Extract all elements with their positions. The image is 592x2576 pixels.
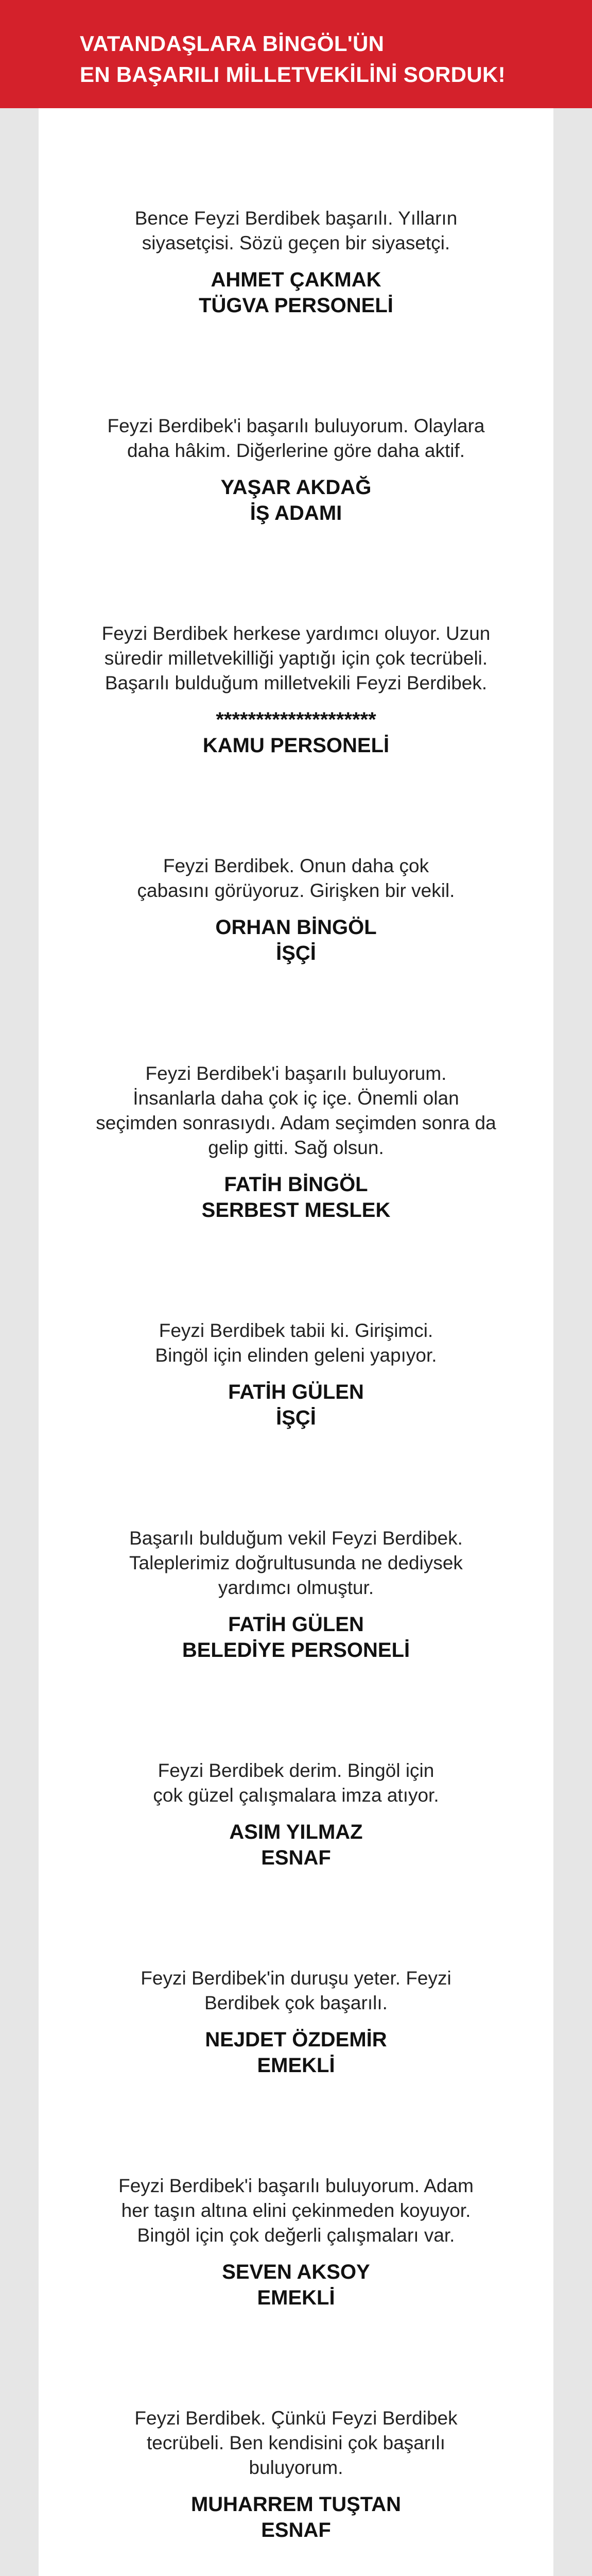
respondent-occupation: İŞ ADAMI: [250, 502, 342, 524]
quote-line: süredir milletvekilliği yaptığı için çok tecrübeli.: [104, 648, 488, 669]
entry-quote: [39, 2406, 553, 2480]
entry-quote: [39, 1318, 553, 1368]
interview-entry: [39, 1526, 553, 1663]
entry-quote: [39, 1758, 553, 1808]
quote-line: Feyzi Berdibek tabii ki. Girişimci.: [159, 1320, 433, 1341]
respondent-name: FATİH GÜLEN: [228, 1381, 364, 1403]
quote-line: gelip gitti. Sağ olsun.: [208, 1137, 384, 1158]
interview-entry: [39, 1061, 553, 1223]
quote-line: Başarılı bulduğum milletvekili Feyzi Berdibek.: [105, 672, 487, 693]
header-title-line-2: EN BAŞARILI MİLLETVEKİLİNİ SORDUK!: [80, 62, 506, 87]
quote-line: İnsanlarla daha çok iç içe. Önemli olan: [133, 1088, 459, 1109]
quote-line: tecrübeli. Ben kendisini çok başarılı: [147, 2432, 445, 2453]
quote-line: Bingöl için elinden geleni yapıyor.: [155, 1345, 437, 1366]
quote-line: siyasetçisi. Sözü geçen bir siyasetçi.: [142, 232, 450, 253]
quote-line: Feyzi Berdibek'i başarılı buluyorum.: [145, 1063, 447, 1084]
header-title-line-1: VATANDAŞLARA BİNGÖL'ÜN: [80, 31, 385, 56]
entry-quote: [39, 1061, 553, 1160]
entry-quote: [39, 2174, 553, 2248]
quote-line: Bingöl için çok değerli çalışmaları var.: [137, 2225, 455, 2246]
quote-line: Feyzi Berdibek'i başarılı buluyorum. Adam: [118, 2175, 474, 2196]
quote-line: buluyorum.: [249, 2457, 343, 2478]
quote-line: Feyzi Berdibek derim. Bingöl için: [158, 1760, 434, 1781]
quote-line: Feyzi Berdibek'in duruşu yeter. Feyzi: [141, 1968, 451, 1989]
entry-quote: [39, 206, 553, 256]
respondent-occupation: SERBEST MESLEK: [201, 1199, 391, 1222]
interview-entry: [39, 621, 553, 758]
entry-quote: [39, 414, 553, 463]
interview-entry: [39, 1966, 553, 2078]
interview-entry: [39, 854, 553, 966]
respondent-occupation: BELEDİYE PERSONELİ: [182, 1639, 410, 1662]
quote-line: Taleplerimiz doğrultusunda ne dediysek: [129, 1552, 463, 1573]
quote-line: Feyzi Berdibek. Çünkü Feyzi Berdibek: [134, 2408, 458, 2429]
respondent-occupation: EMEKLİ: [257, 2286, 335, 2309]
quote-line: çok güzel çalışmalara imza atıyor.: [153, 1785, 439, 1806]
quote-line: Bence Feyzi Berdibek başarılı. Yılların: [134, 208, 458, 229]
quote-line: her taşın altına elini çekinmeden koyuyor.: [121, 2200, 471, 2221]
respondent-name: ********************: [216, 708, 376, 731]
quote-line: Başarılı bulduğum vekil Feyzi Berdibek.: [129, 1528, 463, 1549]
respondent-name: FATİH BİNGÖL: [224, 1173, 368, 1196]
respondent-name: ORHAN BİNGÖL: [215, 916, 377, 939]
respondent-occupation: ESNAF: [261, 2519, 331, 2541]
respondent-name: FATİH GÜLEN: [228, 1613, 364, 1636]
interview-entry: [39, 1758, 553, 1871]
entry-quote: [39, 621, 553, 696]
respondent-name: YAŞAR AKDAĞ: [220, 476, 372, 499]
entry-quote: [39, 854, 553, 903]
respondent-occupation: EMEKLİ: [257, 2054, 335, 2077]
quote-line: Feyzi Berdibek herkese yardımcı oluyor. Uzun: [101, 623, 491, 644]
interview-entry: [39, 414, 553, 526]
interview-entry: [39, 2174, 553, 2311]
respondent-name: MUHARREM TUŞTAN: [190, 2493, 402, 2516]
respondent-occupation: İŞÇİ: [276, 1406, 316, 1429]
quote-line: Feyzi Berdibek'i başarılı buluyorum. Olaylara: [107, 415, 485, 436]
interview-entry: [39, 2406, 553, 2543]
quote-line: Berdibek çok başarılı.: [204, 1992, 388, 2013]
respondent-name: AHMET ÇAKMAK: [211, 268, 381, 291]
entry-quote: [39, 1966, 553, 2015]
quote-line: daha hâkim. Diğerlerine göre daha aktif.: [127, 440, 465, 461]
header-banner: [0, 0, 592, 108]
respondent-name: SEVEN AKSOY: [222, 2261, 370, 2283]
respondent-occupation: TÜGVA PERSONELİ: [199, 294, 393, 317]
respondent-occupation: ESNAF: [261, 1846, 331, 1869]
respondent-occupation: KAMU PERSONELİ: [202, 734, 390, 757]
respondent-name: NEJDET ÖZDEMİR: [205, 2028, 387, 2051]
quote-line: seçimden sonrasıydı. Adam seçimden sonra da: [96, 1112, 496, 1133]
entry-quote: [39, 1526, 553, 1600]
interview-entry: [39, 1318, 553, 1431]
entries-list: [39, 206, 553, 2576]
interview-entry: [39, 206, 553, 318]
respondent-occupation: İŞÇİ: [276, 942, 316, 964]
respondent-name: ASIM YILMAZ: [229, 1821, 363, 1843]
article-page: [39, 108, 553, 2576]
quote-line: yardımcı olmuştur.: [218, 1577, 374, 1598]
quote-line: çabasını görüyoruz. Girişken bir vekil.: [137, 880, 455, 901]
quote-line: Feyzi Berdibek. Onun daha çok: [163, 855, 429, 876]
